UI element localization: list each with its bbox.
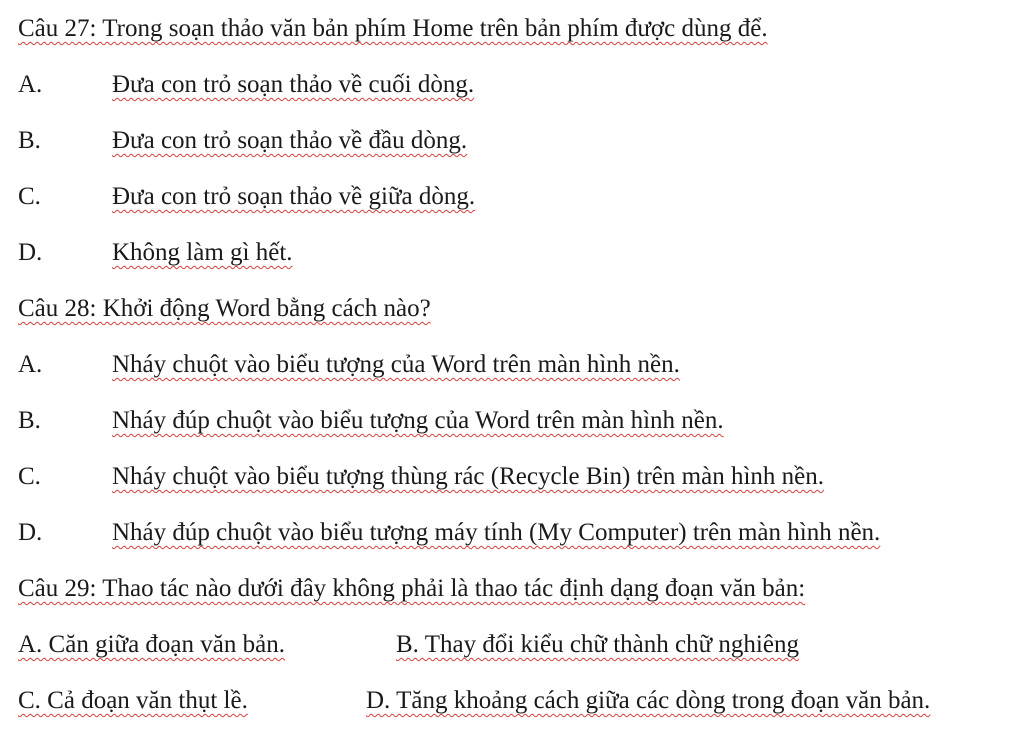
- option-letter: A.: [18, 351, 43, 378]
- option-text: Nháy chuột vào biểu tượng thùng rác (Recycle Bin) trên màn hình nền.: [112, 463, 824, 490]
- option-text: Nháy đúp chuột vào biểu tượng máy tính (My Computer) trên màn hình nền.: [112, 519, 881, 546]
- question-29-title: Câu 29: Thao tác nào dưới đây không phải là thao tác định dạng đoạn văn bản:: [18, 575, 806, 602]
- option-text: Không làm gì hết.: [112, 239, 293, 266]
- question-27-title: Câu 27: Trong soạn thảo văn bản phím Home trên bản phím được dùng để.: [18, 15, 768, 42]
- option-letter: A.: [18, 71, 43, 98]
- option-letter: D.: [18, 519, 43, 546]
- option-letter: C.: [18, 183, 41, 210]
- option-letter: B.: [18, 127, 41, 154]
- question-29-option-d: D. Tăng khoảng cách giữa các dòng trong đoạn văn bản.: [366, 687, 931, 714]
- question-28-title: Câu 28: Khởi động Word bằng cách nào?: [18, 295, 431, 322]
- question-29-option-b: B. Thay đổi kiểu chữ thành chữ nghiêng: [396, 631, 799, 658]
- option-text: Nháy đúp chuột vào biểu tượng của Word trên màn hình nền.: [112, 407, 724, 434]
- option-letter: D.: [18, 239, 43, 266]
- option-text: Nháy chuột vào biểu tượng của Word trên màn hình nền.: [112, 351, 680, 378]
- option-text: Đưa con trỏ soạn thảo về cuối dòng.: [112, 71, 475, 98]
- option-letter: C.: [18, 463, 41, 490]
- option-letter: B.: [18, 407, 41, 434]
- question-29-option-c: C. Cả đoạn văn thụt lề.: [18, 687, 248, 714]
- question-29-option-a: A. Căn giữa đoạn văn bản.: [18, 631, 285, 658]
- option-text: Đưa con trỏ soạn thảo về đầu dòng.: [112, 127, 468, 154]
- option-text: Đưa con trỏ soạn thảo về giữa dòng.: [112, 183, 476, 210]
